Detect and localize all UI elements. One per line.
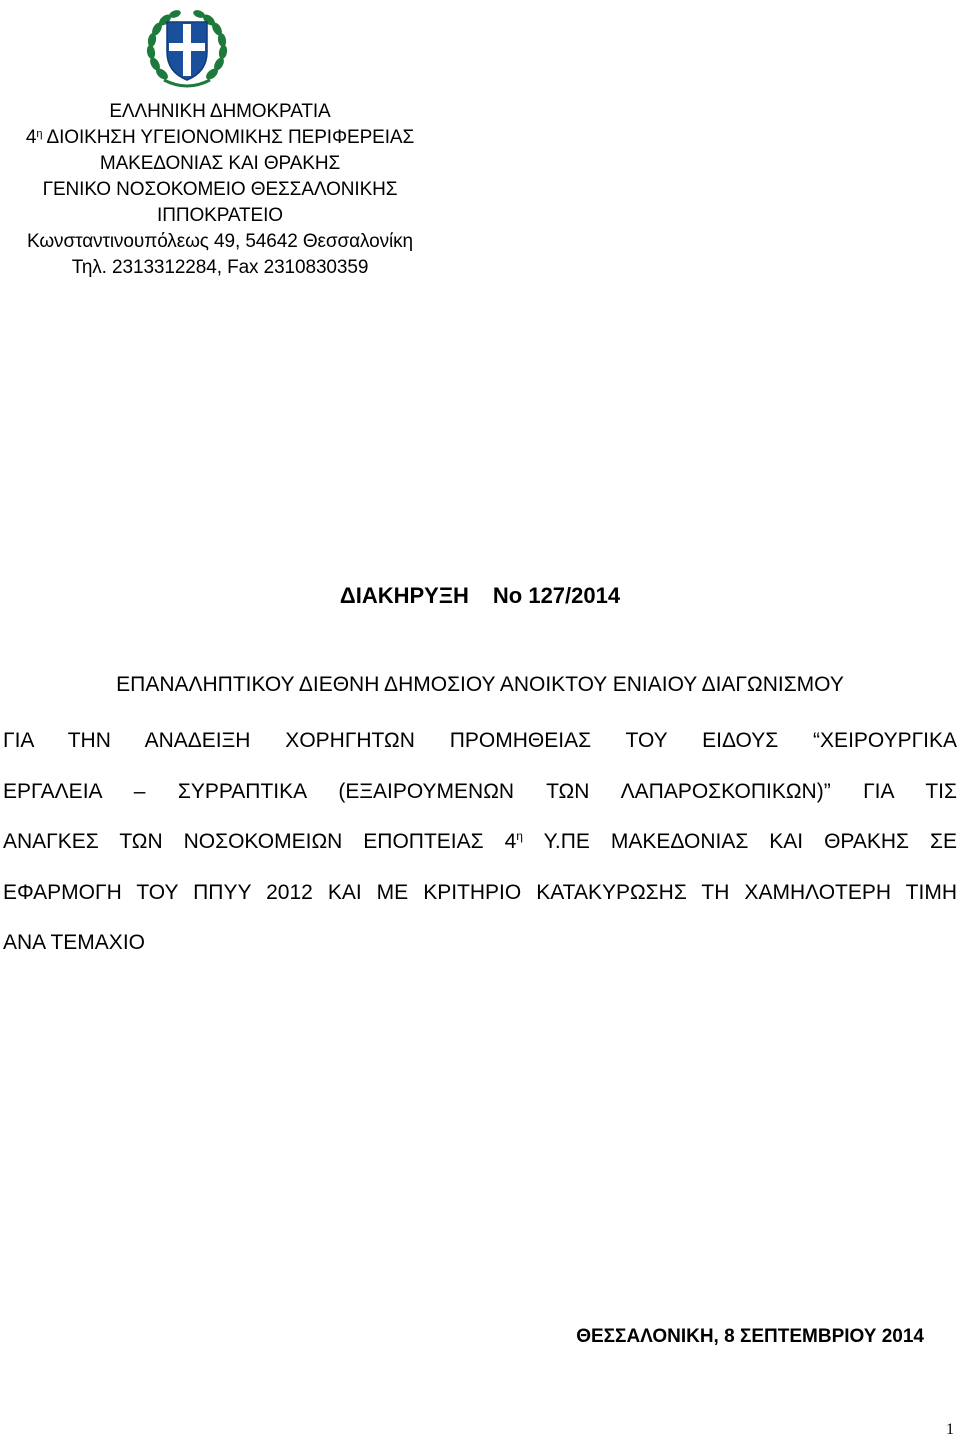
header-region-number: 4 — [25, 127, 37, 148]
coat-of-arms-graphic — [140, 2, 234, 92]
subject-line-4-end: Υ.ΠΕ ΜΑΚΕΔΟΝΙΑΣ ΚΑΙ ΘΡΑΚΗΣ ΣΕ — [522, 830, 958, 853]
subject-line-1: ΕΠΑΝΑΛΗΠΤΙΚΟΥ ΔΙΕΘΝΗ ΔΗΜΟΣΙΟΥ ΑΝΟΙΚΤΟΥ ΕΝΙΑΙΟΥ ΔΙΑΓΩΝΙΣΜΟΥ — [116, 673, 844, 696]
issuer-header — [0, 99, 440, 281]
subject-line-2: ΓΙΑ ΤΗΝ ΑΝΑΔΕΙΞΗ ΧΟΡΗΓΗΤΩΝ ΠΡΟΜΗΘΕΙΑΣ ΤΟΥ ΕΙΔΟΥΣ “ΧΕΙΡΟΥΡΓΙΚΑ — [3, 729, 957, 752]
header-hospital-name: ΓΕΝΙΚΟ ΝΟΣΟΚΟΜΕΙΟ ΘΕΣΣΑΛΟΝΙΚΗΣ — [42, 179, 398, 200]
header-address: Κωνσταντινουπόλεως 49, 54642 Θεσσαλονίκη — [26, 231, 414, 252]
subject-line-4 — [3, 817, 957, 868]
subject-line-4-ordinal: η — [516, 829, 523, 843]
header-hospital-short: ΙΠΠΟΚΡΑΤΕΙΟ — [157, 205, 283, 226]
header-region-text: ΔΙΟΙΚΗΣΗ ΥΓΕΙΟΝΟΜΙΚΗΣ ΠΕΡΙΦΕΡΕΙΑΣ — [42, 127, 415, 148]
header-phone-fax: Τηλ. 2313312284, Fax 2310830359 — [71, 257, 369, 278]
header-region-name: ΜΑΚΕΔΟΝΙΑΣ ΚΑΙ ΘΡΑΚΗΣ — [99, 153, 341, 174]
header-health-region — [0, 125, 440, 151]
subject-line-4-start: ΑΝΑΓΚΕΣ ΤΩΝ ΝΟΣΟΚΟΜΕΙΩΝ ΕΠΟΠΤΕΙΑΣ 4 — [3, 830, 517, 853]
subject-line-3: ΕΡΓΑΛΕΙΑ – ΣΥΡΡΑΠΤΙΚΑ (ΕΞΑΙΡΟΥΜΕΝΩΝ ΤΩΝ ΛΑΠΑΡΟΣΚΟΠΙΚΩΝ)” ΓΙΑ ΤΙΣ — [3, 779, 957, 803]
page-number: 1 — [946, 1421, 954, 1438]
title-number: Νο 127/2014 — [492, 583, 621, 608]
title-label: ΔΙΑΚΗΡΥΞΗ — [339, 583, 469, 608]
document-title — [0, 581, 960, 611]
cross-horizontal — [169, 43, 205, 51]
header-republic: ΕΛΛΗΝΙΚΗ ΔΗΜΟΚΡΑΤΙΑ — [109, 101, 331, 122]
greek-coat-of-arms-icon — [140, 2, 234, 92]
document-date: ΘΕΣΣΑΛΟΝΙΚΗ, 8 ΣΕΠΤΕΜΒΡΙΟΥ 2014 — [576, 1326, 924, 1347]
header-region-ordinal: η — [36, 128, 43, 140]
subject-line-6: ΑΝΑ ΤΕΜΑΧΙΟ — [3, 931, 145, 954]
subject-line-5: ΕΦΑΡΜΟΓΗ ΤΟΥ ΠΠΥΥ 2012 ΚΑΙ ΜΕ ΚΡΙΤΗΡΙΟ ΚΑΤΑΚΥΡΩΣΗΣ ΤΗ ΧΑΜΗΛΟΤΕΡΗ ΤΙΜΗ — [3, 880, 957, 904]
document-subject — [3, 716, 957, 969]
